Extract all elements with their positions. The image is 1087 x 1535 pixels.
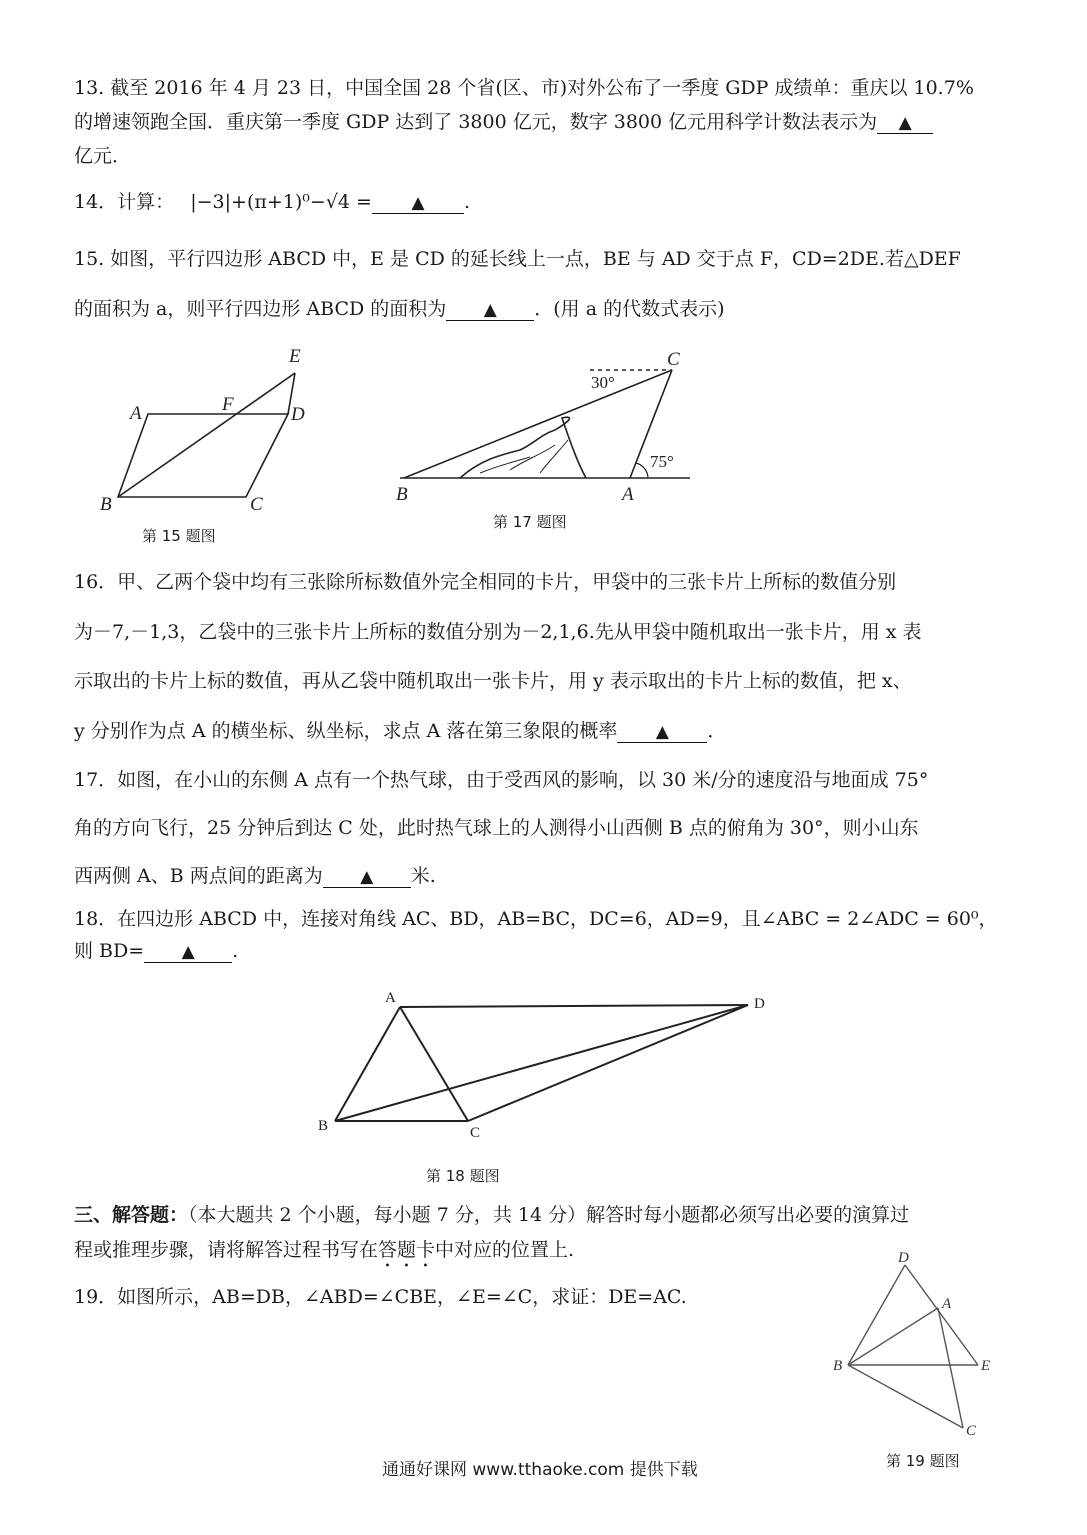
angle-75-label: 75° — [650, 452, 674, 471]
segment-bc — [404, 370, 672, 478]
answer-triangle-icon: ▲ — [898, 113, 912, 133]
segment-cd — [468, 1005, 748, 1121]
label-d: D — [898, 1250, 909, 1266]
label-e: E — [289, 346, 301, 367]
label-c: C — [966, 1423, 977, 1439]
segment-bd — [335, 1005, 748, 1121]
label-b: B — [100, 494, 112, 515]
label-d: D — [754, 996, 765, 1012]
label-a: A — [622, 484, 634, 505]
section3-line2 — [74, 1238, 574, 1272]
answer-triangle-icon: ▲ — [483, 300, 497, 320]
figure-15-parallelogram — [90, 340, 330, 530]
label-c: C — [250, 494, 263, 515]
q15-answer-blank — [446, 299, 534, 321]
q16-line4a: y 分别作为点 A 的横坐标、纵坐标，求点 A 落在第三象限的概率 — [74, 720, 618, 742]
label-a: A — [385, 990, 396, 1006]
figure-18-caption: 第 18 题图 — [426, 1167, 500, 1185]
figure-19-caption: 第 19 题图 — [886, 1452, 960, 1470]
q15-line2a: 的面积为 a，则平行四边形 ABCD 的面积为 — [74, 298, 447, 320]
angle-arc-75 — [636, 463, 648, 478]
answer-triangle-icon: ▲ — [655, 722, 669, 742]
figure-18-quadrilateral — [310, 985, 780, 1140]
label-a: A — [942, 1296, 952, 1312]
label-e: E — [981, 1358, 991, 1374]
segment-bc — [848, 1365, 963, 1428]
segment-ad — [400, 1005, 748, 1007]
segment-de — [905, 1265, 978, 1365]
answer-triangle-icon: ▲ — [360, 867, 374, 887]
q13-line2 — [74, 110, 933, 134]
figure-15-caption: 第 15 题图 — [142, 527, 216, 545]
answer-triangle-icon: ▲ — [411, 193, 425, 213]
label-f: F — [222, 394, 234, 415]
section3-line2a: 程或推理步骤，请将解答过程书写在 — [74, 1239, 379, 1261]
q17-line1: 17．如图，在小山的东侧 A 点有一个热气球，由于受西风的影响，以 30 米/分的速度沿与地面成 75° — [74, 769, 929, 791]
label-b: B — [833, 1358, 843, 1374]
label-b: B — [396, 484, 408, 505]
q13-line1: 13. 截至 2016 年 4 月 23 日，中国全国 28 个省(区、市)对外公布了一季度 GDP 成绩单：重庆以 10.7% — [74, 77, 974, 99]
segment-bd — [848, 1265, 905, 1365]
label-d: D — [291, 404, 305, 425]
q13-answer-blank — [877, 112, 933, 134]
q14-answer-blank — [372, 192, 464, 214]
segment-ac — [400, 1007, 468, 1121]
section3-line1 — [74, 1203, 909, 1227]
figure-19-triangles — [828, 1248, 1008, 1443]
figure-17-caption: 第 17 题图 — [493, 513, 567, 531]
q14-expression: |−3|+(π+1)⁰−√4 = — [190, 191, 372, 213]
q17-line3b: 米. — [410, 865, 436, 887]
q15-line2 — [74, 297, 725, 321]
angle-30-label: 30° — [591, 373, 615, 392]
section3-emphasis: 答题卡 — [378, 1239, 436, 1261]
segment-be — [118, 373, 295, 497]
section3-line1-text: （本大题共 2 个小题，每小题 7 分，共 14 分）解答时每小题都必须写出必要的演算过 — [188, 1204, 910, 1226]
parallelogram-abcd — [118, 414, 288, 497]
section3-line2b: 中对应的位置上. — [435, 1239, 575, 1261]
q18-line2a: 则 BD= — [74, 940, 145, 962]
q18-line2 — [74, 939, 238, 963]
q14-prefix: 14．计算： — [74, 191, 175, 213]
q13-line2-text: 的增速领跑全国．重庆第一季度 GDP 达到了 3800 亿元，数字 3800 亿元用科学计数法表示为 — [74, 111, 878, 133]
segment-ac — [938, 1308, 963, 1428]
q19-line: 19．如图所示，AB=DB，∠ABD=∠CBE，∠E=∠C，求证：DE=AC. — [74, 1286, 687, 1308]
q18-line2b: . — [232, 940, 239, 962]
q16-line3: 示取出的卡片上标的数值，再从乙袋中随机取出一张卡片，用 y 表示取出的卡片上标的数值，把 x、 — [74, 670, 912, 692]
q15-line2b: ．(用 a 的代数式表示) — [534, 298, 725, 320]
q17-line3a: 西两侧 A、B 两点间的距离为 — [74, 865, 323, 887]
segment-ab — [335, 1007, 400, 1121]
q16-answer-blank — [617, 721, 707, 743]
q13-line3: 亿元． — [74, 145, 132, 167]
answer-triangle-icon: ▲ — [181, 942, 195, 962]
label-c: C — [667, 349, 680, 370]
q17-line2: 角的方向飞行，25 分钟后到达 C 处，此时热气球上的人测得小山西侧 B 点的俯角为 30°，则小山东 — [74, 817, 919, 839]
q15-line1: 15. 如图，平行四边形 ABCD 中，E 是 CD 的延长线上一点，BE 与 AD 交于点 F，CD=2DE.若△DEF — [74, 248, 961, 270]
segment-ba — [848, 1308, 938, 1365]
q14-suffix: . — [463, 191, 471, 213]
footer-text: 通通好课网 www.tthaoke.com 提供下载 — [382, 1460, 698, 1480]
label-c: C — [470, 1125, 481, 1140]
q14-line — [74, 190, 470, 214]
label-b: B — [318, 1118, 329, 1134]
q18-answer-blank — [144, 941, 232, 963]
figure-17-balloon — [390, 345, 700, 510]
label-a: A — [130, 403, 142, 424]
hill-shading — [480, 440, 568, 473]
q16-line4b: ． — [707, 720, 727, 742]
q16-line2: 为－7,－1,3，乙袋中的三张卡片上所标的数值分别为－2,1,6.先从甲袋中随机取出一张卡片，用 x 表 — [74, 621, 922, 643]
q18-line1: 18．在四边形 ABCD 中，连接对角线 AC、BD，AB=BC，DC=6，AD=9，且∠ABC = 2∠ADC = 60⁰， — [74, 908, 998, 930]
q16-line1: 16．甲、乙两个袋中均有三张除所标数值外完全相同的卡片，甲袋中的三张卡片上所标的数值分别 — [74, 571, 897, 593]
q16-line4 — [74, 719, 726, 743]
section3-heading: 三、解答题： — [74, 1204, 189, 1226]
q17-answer-blank — [323, 866, 411, 888]
q17-line3 — [74, 864, 436, 888]
